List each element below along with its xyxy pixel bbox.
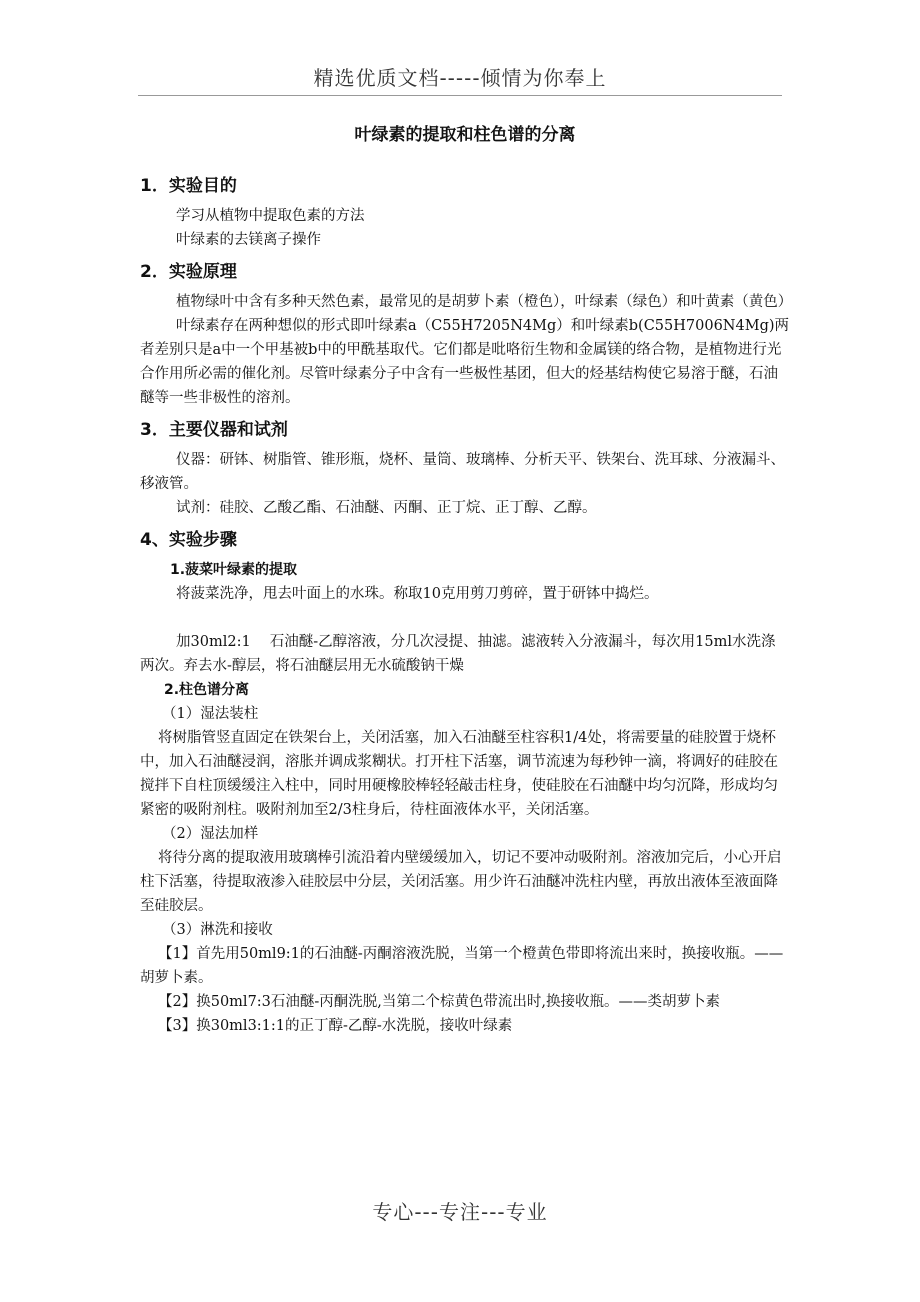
wet-loading-paragraph: 将待分离的提取液用玻璃棒引流沿着内壁缓缓加入，切记不要冲动吸附剂。溶液加完后，小心开启柱下活塞，待提取液渗入硅胶层中分层，关闭活塞。用少许石油醚冲洗柱内壁，再放出液体至液面降至硅胶层。 bbox=[140, 850, 782, 914]
blank-line bbox=[140, 606, 790, 630]
step-heading-elution: （3）淋洗和接收 bbox=[162, 922, 273, 938]
wet-packing-paragraph: 将树脂管竖直固定在铁架台上，关闭活塞，加入石油醚至柱容积1/4处，将需要量的硅胶置于烧杯中，加入石油醚浸润，溶胀并调成浆糊状。打开柱下活塞，调节流速为每秒钟一滴，将调好的硅胶在搅拌下自柱顶缓缓注入柱中，同时用硬橡胶棒轻轻敲击柱身，使硅胶在石油醚中均匀沉降，形成均匀紧密的吸附剂柱。吸附剂加至2/3柱身后，待柱面液体水平，关闭活塞。 bbox=[140, 730, 778, 818]
elution-step-1: 【1】首先用50ml9:1的石油醚-丙酮溶液洗脱，当第一个橙黄色带即将流出来时，换接收瓶。——胡萝卜素。 bbox=[140, 946, 784, 986]
reagents-paragraph: 试剂：硅胶、乙酸乙酯、石油醚、丙酮、正丁烷、正丁醇、乙醇。 bbox=[176, 500, 597, 516]
elution-step-3: 【3】换30ml3:1:1的正丁醇-乙醇-水洗脱，接收叶绿素 bbox=[158, 1018, 513, 1034]
subheading-column-chromatography: 2.柱色谱分离 bbox=[164, 682, 250, 698]
document-title: 叶绿素的提取和柱色谱的分离 bbox=[354, 125, 576, 145]
elution-step-2: 【2】换50ml7:3石油醚-丙酮洗脱,当第二个棕黄色带流出时,换接收瓶。——类胡萝卜素 bbox=[158, 994, 721, 1010]
subheading-extraction: 1.菠菜叶绿素的提取 bbox=[170, 562, 298, 578]
purpose-line-2: 叶绿素的去镁离子操作 bbox=[176, 232, 321, 248]
principle-paragraph-1: 植物绿叶中含有多种天然色素，最常见的是胡萝卜素（橙色），叶绿素（绿色）和叶黄素（黄色） bbox=[176, 294, 793, 310]
principle-paragraph-2: 叶绿素存在两种想似的形式即叶绿素a（C55H7205N4Mg）和叶绿素b(C55H7006N4Mg)两者差别只是a中一个甲基被b中的甲酰基取代。它们都是吡咯衍生物和金属镁的络合物，是植物进行光合作用所必需的催化剂。尽管叶绿素分子中含有一些极性基团，但大的烃基结构使它易溶于醚，石油醚等一些非极性的溶剂。 bbox=[140, 318, 790, 406]
extraction-paragraph-1: 将菠菜洗净，甩去叶面上的水珠。称取10克用剪刀剪碎，置于研钵中捣烂。 bbox=[176, 586, 659, 602]
document-body bbox=[140, 120, 793, 1038]
section-heading-instruments: 3．主要仪器和试剂 bbox=[140, 420, 288, 440]
page-footer: 专心---专注---专业 bbox=[372, 1200, 548, 1224]
purpose-line-1: 学习从植物中提取色素的方法 bbox=[176, 208, 365, 224]
section-heading-procedure: 4、实验步骤 bbox=[140, 530, 237, 550]
extraction-paragraph-2: 加30ml2:1 石油醚-乙醇溶液，分几次浸提、抽滤。滤液转入分液漏斗，每次用15ml水洗涤两次。弃去水-醇层，将石油醚层用无水硫酸钠干燥 bbox=[140, 634, 776, 674]
step-heading-wet-loading: （2）湿法加样 bbox=[162, 826, 259, 842]
page-header: 精选优质文档-----倾情为你奉上 bbox=[313, 66, 607, 90]
section-heading-purpose: 1．实验目的 bbox=[140, 176, 237, 196]
instruments-paragraph: 仪器：研钵、树脂管、锥形瓶，烧杯、量筒、玻璃棒、分析天平、铁架台、洗耳球、分液漏斗、移液管。 bbox=[140, 452, 785, 492]
section-heading-principle: 2．实验原理 bbox=[140, 262, 237, 282]
header-divider bbox=[138, 95, 782, 96]
step-heading-wet-packing: （1）湿法装柱 bbox=[162, 706, 259, 722]
